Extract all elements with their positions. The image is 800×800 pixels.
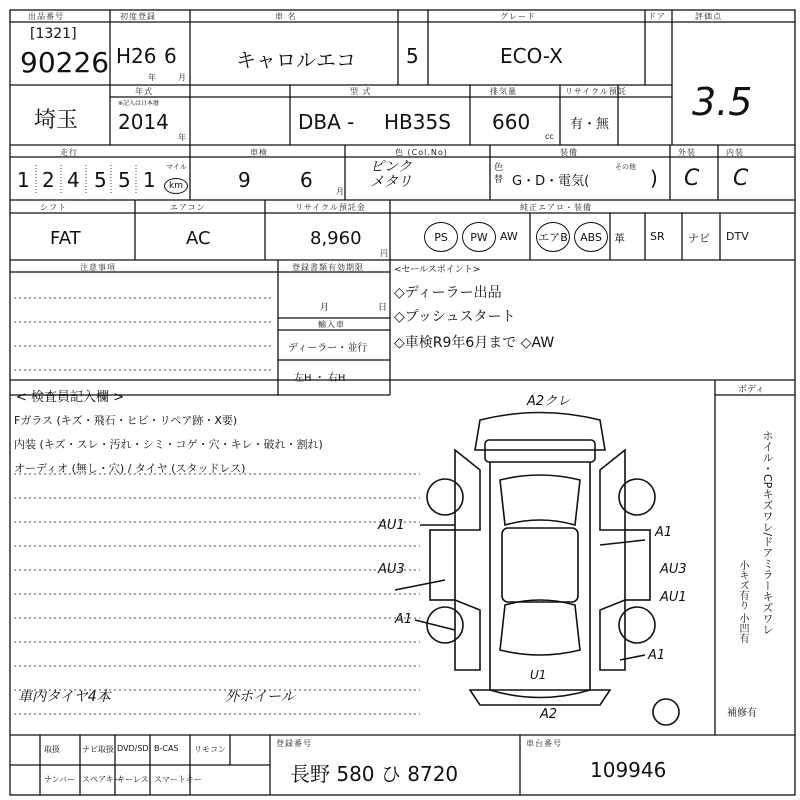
- footer-label-4: リモコン: [194, 745, 226, 754]
- inspection-unit: 月: [336, 187, 344, 196]
- inspector-notes-header: < 検査員記入欄 >: [16, 390, 125, 405]
- notes-header: 注意事項: [80, 263, 116, 272]
- shift-value: FAT: [50, 228, 81, 249]
- displacement-header: 排気量: [490, 87, 517, 96]
- lot-code: [1321]: [30, 26, 77, 42]
- lot-number: 90226: [20, 46, 110, 79]
- import-header: 輸入車: [318, 320, 345, 329]
- model-code: HB35S: [384, 110, 451, 134]
- equipment-item-4: ABS: [574, 222, 608, 252]
- first-reg-year-unit: 年: [148, 73, 156, 82]
- side-notes-header: ボディ: [738, 385, 765, 395]
- score-header: 評価点: [695, 12, 722, 21]
- footer-bottom-label-3: スマートキー: [154, 775, 202, 784]
- registration-month-label: 月: [320, 303, 330, 313]
- equipment-item-1: PW: [462, 222, 496, 252]
- mileage-header: 走行: [60, 148, 78, 157]
- equipment-item-3: エアB: [536, 222, 570, 252]
- year-note: ※記入は日本暦: [118, 100, 160, 107]
- recycle-deposit: 有・無: [570, 117, 610, 132]
- sales-point-3: ◇車検R9年6月まで ◇AW: [394, 335, 555, 351]
- recycle-fee-header: リサイクル預託金: [295, 203, 366, 212]
- equipment-item-8: DTV: [726, 230, 749, 243]
- displacement-unit: cc: [545, 132, 554, 141]
- color-change-label: 色替: [494, 163, 504, 185]
- sales-point-2: ◇プッシュスタート: [394, 309, 516, 325]
- side-notes-text-3: 補修有: [727, 708, 757, 719]
- recycle-fee-value: 8,960: [310, 228, 362, 249]
- doors-value: 5: [406, 44, 419, 68]
- reg-number: 長野 580 ひ 8720: [290, 762, 459, 786]
- mark-right-3: AU1: [660, 590, 687, 605]
- footer-label-0: 取扱: [44, 745, 60, 754]
- mark-right-4: A1: [648, 648, 666, 663]
- footer-label-1: ナビ取扱: [82, 745, 114, 754]
- mark-right-2: AU3: [660, 562, 687, 577]
- mark-top: A2クレ: [527, 394, 571, 409]
- mark-right-1: A1: [655, 525, 673, 540]
- footer-label-2: DVD/SD: [117, 744, 149, 753]
- color-change-close: ): [650, 166, 658, 190]
- inspector-glass: Fガラス (キズ・飛石・ヒビ・リペア跡・X要): [14, 414, 238, 427]
- equipment-item-7: ナビ: [688, 232, 710, 245]
- mileage-unit-km: km: [164, 178, 188, 194]
- mark-rear-center: U1: [530, 668, 547, 682]
- displacement-value: 660: [492, 110, 531, 134]
- interior-header: 内装: [726, 148, 744, 157]
- ac-equipped-header: 装備: [560, 148, 578, 157]
- interior-grade: C: [733, 166, 749, 191]
- equipment-item-6: SR: [650, 230, 665, 243]
- grade-header: グレード: [500, 12, 536, 21]
- footer-label-3: B-CAS: [154, 744, 179, 753]
- inspector-interior: 内装 (キズ・スレ・汚れ・シミ・コゲ・穴・キレ・破れ・割れ): [14, 438, 323, 451]
- color-header: 色 (Col.No): [395, 148, 448, 157]
- aircon-header: エアコン: [170, 203, 206, 212]
- car-name: キャロルエコ: [236, 48, 356, 72]
- inspection-day: 6: [300, 168, 313, 192]
- car-name-header: 車 名: [275, 12, 297, 21]
- inspection-month: 9: [238, 168, 251, 192]
- aircon-value: AC: [186, 228, 211, 249]
- first-registration-header: 初度登録: [120, 12, 156, 21]
- mileage-unit-label: マイル: [166, 163, 187, 171]
- exterior-header: 外装: [678, 148, 696, 157]
- first-reg-era-year: H26: [116, 44, 157, 68]
- score-value: 3.5: [692, 80, 753, 124]
- mileage-digit-2: 2: [42, 168, 55, 192]
- equipment-item-0: PS: [424, 222, 458, 252]
- footer-bottom-label-1: スペアキー: [82, 775, 122, 784]
- sales-point-1: ◇ディーラー出品: [394, 285, 502, 301]
- color-change-other: その他: [615, 163, 636, 171]
- mark-rear: A2: [540, 707, 558, 722]
- reg-number-label: 登録番号: [276, 739, 312, 748]
- model-year: 2014: [118, 110, 169, 134]
- location: 埼玉: [34, 108, 79, 133]
- mileage-digit-1: 1: [17, 168, 30, 192]
- mileage-digit-5: 5: [118, 168, 131, 192]
- sales-points-header: <セールスポイント>: [394, 265, 481, 275]
- year-header: 年式: [135, 87, 153, 96]
- color-value: ピンク メタリ: [370, 159, 412, 190]
- equipment-header: 純正エアロ・装備: [520, 203, 592, 212]
- exterior-grade: C: [684, 166, 700, 191]
- registration-header: 登録書類有効期限: [292, 263, 364, 272]
- footer-bottom-label-2: キーレス: [117, 775, 149, 784]
- equipment-item-5: 革: [614, 232, 625, 245]
- mileage-digit-4: 5: [94, 168, 107, 192]
- mark-left-1: AU1: [378, 518, 405, 533]
- first-reg-month: 6: [164, 44, 177, 68]
- lot-number-header: 出品番号: [28, 12, 64, 21]
- mark-left-2: AU3: [378, 562, 405, 577]
- shift-header: シフト: [40, 203, 67, 212]
- grade-value: ECO-X: [500, 44, 563, 68]
- model-prefix: DBA -: [298, 110, 355, 134]
- first-reg-month-unit: 月: [178, 73, 186, 82]
- inspector-handwritten-right: 外ホイール: [225, 689, 295, 705]
- inspector-audio: オーディオ (無し・穴) / タイヤ (スタッドレス): [14, 462, 246, 475]
- import-handle: 左H ・ 右H: [294, 373, 346, 384]
- model-year-unit: 年: [178, 133, 186, 142]
- inspection-header: 車検: [250, 148, 268, 157]
- chassis-number: 109946: [590, 758, 667, 782]
- chassis-label: 車台番号: [526, 739, 562, 748]
- mark-left-3: A1: [395, 612, 413, 627]
- color-change-options: G・D・電気(: [512, 174, 590, 189]
- side-notes-text-2: 小キズ有り 小凹有: [737, 560, 748, 644]
- footer-bottom-label-0: ナンバー: [44, 775, 76, 784]
- inspector-handwritten-left: 車内タイヤ4本: [18, 689, 111, 705]
- equipment-item-2: AW: [500, 230, 518, 243]
- recycle-header: リサイクル預託: [565, 87, 627, 96]
- mileage-digit-6: 1: [143, 168, 156, 192]
- doors-header: ドア: [648, 12, 666, 21]
- model-header: 型 式: [350, 87, 372, 96]
- recycle-fee-unit: 円: [380, 249, 388, 258]
- registration-day-label: 日: [378, 303, 388, 313]
- import-dealer: ディーラー・並行: [288, 343, 368, 354]
- mileage-digit-3: 4: [67, 168, 80, 192]
- side-notes-text-1: ホイル・CPキズワレ/ドアミラーキズワレ: [761, 430, 774, 636]
